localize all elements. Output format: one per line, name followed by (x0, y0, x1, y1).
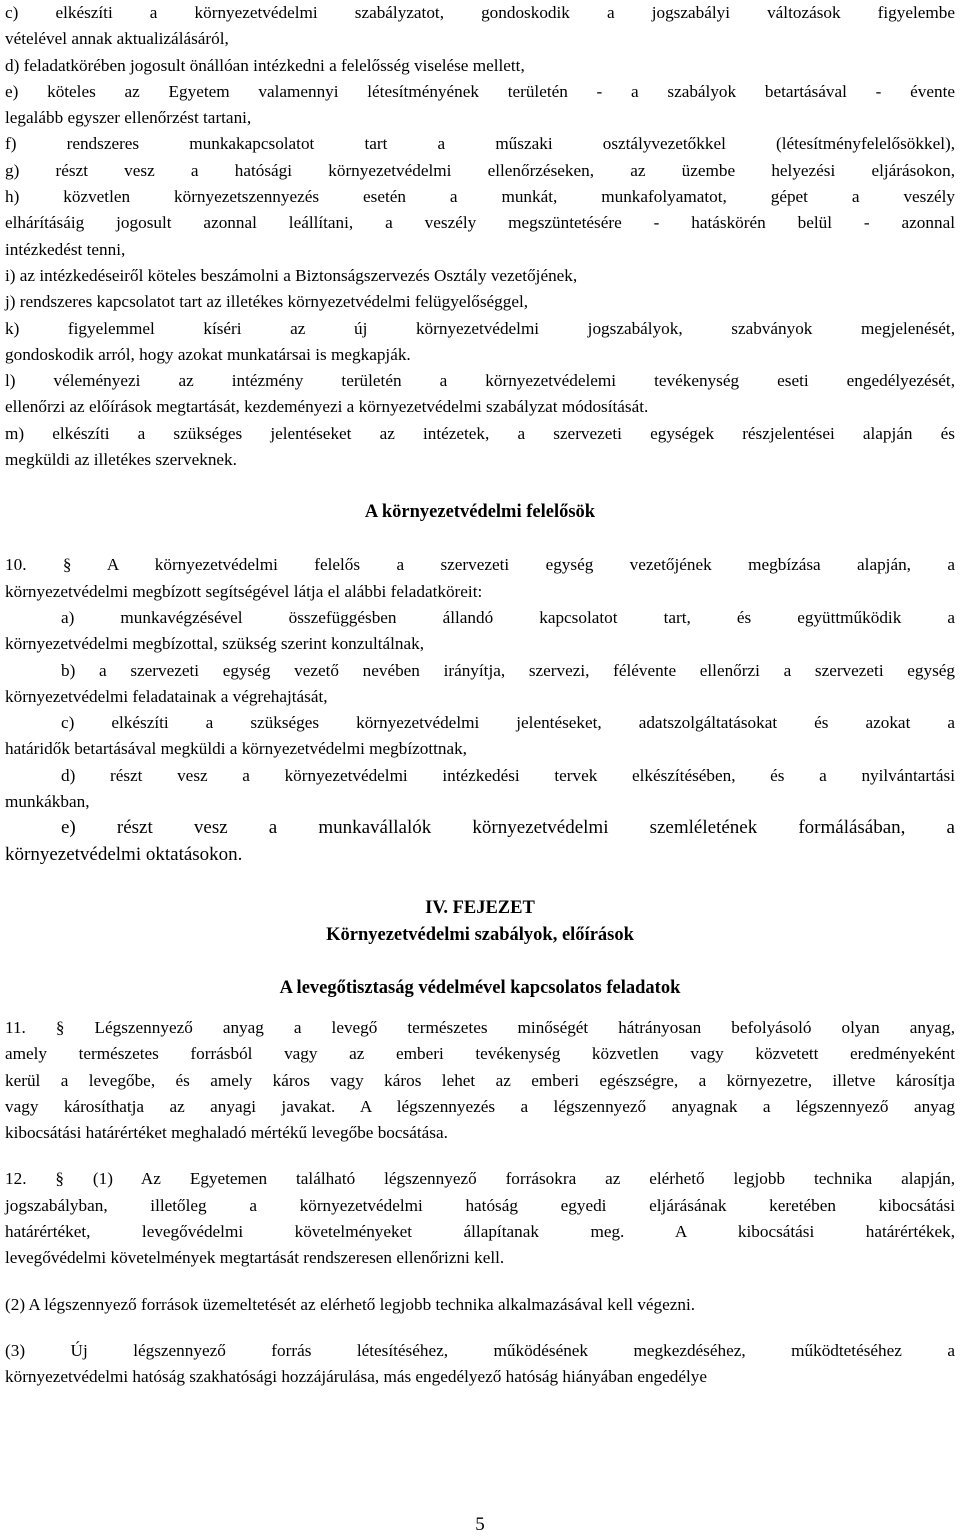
section-11-line: amely természetes forrásból vagy az emberi tevékenység közvetlen vagy közvetett eredményeként (5, 1044, 955, 1064)
section-10-item-line: munkákban, (5, 792, 90, 812)
list-item-line: legalább egyszer ellenőrzést tartani, (5, 108, 252, 128)
section-12-line: jogszabályban, illetőleg a környezetvédelmi hatóság egyedi eljárásának keretében kibocsátási (5, 1195, 955, 1215)
section-12-line: levegővédelmi követelmények megtartását rendszeresen ellenőrizni kell. (5, 1248, 505, 1268)
list-item-line: elhárításáig jogosult azonnal leállítani, a veszély megszüntetésére - hatáskörén belül - azonnal (5, 213, 955, 233)
list-item-line: j) rendszeres kapcsolatot tart az illetékes környezetvédelmi felügyelőséggel, (5, 292, 529, 312)
list-continuation (5, 0, 955, 473)
list-item-line: m) elkészíti a szükséges jelentéseket az intézetek, a szervezeti egységek részjelentései alapján és (5, 423, 955, 443)
section-10-item-line: b) a szervezeti egység vezető nevében irányítja, szervezi, félévente ellenőrzi a szervezeti egység (61, 660, 955, 680)
section-number: 12. (5, 1169, 27, 1189)
section-number: 10. (5, 555, 27, 575)
section-text: A környezetvédelmi felelős a szervezeti egység vezetőjének megbízása alapján, a (106, 555, 955, 575)
section-11 (5, 1015, 955, 1146)
section-text: Légszennyező anyag a levegő természetes minőségét hátrányosan befolyásoló olyan anyag, (94, 1017, 956, 1037)
section-text: (1) Az Egyetemen található légszennyező forrásokra az elérhető legjobb technika alapján, (92, 1169, 955, 1189)
section-10-items (5, 605, 955, 815)
section-10-intro-line: környezetvédelmi megbízott segítségével látja el alábbi feladatköreit: (5, 581, 483, 601)
list-item-line: c) elkészíti a környezetvédelmi szabályzatot, gondoskodik a jogszabályi változások figyelembe (5, 3, 955, 22)
section-heading-felelosok: A környezetvédelmi felelősök (364, 502, 596, 523)
section-12-paragraph-3: (3) Új légszennyező forrás létesítéséhez, működésének megkezdéséhez, működtetéséhez a (5, 1340, 955, 1360)
section-10-first-line (5, 552, 955, 578)
paragraph-sign: § (62, 555, 72, 575)
section-11-line: kibocsátási határértéket meghaladó mértékű levegőbe bocsátása. (5, 1123, 448, 1143)
list-item-line: intézkedést tenni, (5, 239, 126, 259)
section-11-line: kerül a levegőbe, és amely káros vagy káros lehet az emberi egészségre, a környezetre, illetve károsítja (5, 1070, 955, 1090)
section-12-line: határértéket, levegővédelmi követelményeket állapítanak meg. A kibocsátási határértékek, (5, 1221, 955, 1241)
page-number: 5 (475, 1514, 485, 1535)
list-item-line: k) figyelemmel kíséri az új környezetvédelmi jogszabályok, szabványok megjelenését, (5, 318, 955, 338)
section-10-item-e-cont: környezetvédelmi oktatásokon. (5, 844, 243, 866)
section-10-item-e: e) részt vesz a munkavállalók környezetvédelmi szemléletének formálásában, a (61, 817, 955, 839)
paragraph-sign: § (55, 1017, 65, 1037)
section-number: 11. (5, 1017, 26, 1037)
list-item-line: l) véleményezi az intézmény területén a környezetvédelemi tevékenység eseti engedélyezését, (5, 371, 955, 391)
section-12-paragraph-3-cont: környezetvédelmi hatóság szakhatósági hozzájárulása, más engedélyező hatóság hiányában engedélye (5, 1367, 708, 1387)
list-item-line: vételével annak aktualizálásáról, (5, 29, 229, 49)
section-12-first-line (5, 1166, 955, 1192)
section-10 (5, 552, 955, 869)
list-item-line: megküldi az illetékes szerveknek. (5, 450, 237, 470)
list-item-line: h) közvetlen környezetszennyezés esetén a munkát, munkafolyamatot, gépet a veszély (5, 187, 955, 207)
list-item-line: g) részt vesz a hatósági környezetvédelmi ellenőrzéseken, az üzembe helyezési eljárásokon, (5, 160, 955, 180)
list-item-line: f) rendszeres munkakapcsolatot tart a műszaki osztályvezetőkkel (létesítményfelelősökkel), (5, 134, 955, 154)
section-10-item-line: határidők betartásával megküldi a környezetvédelmi megbízottnak, (5, 739, 467, 759)
section-heading-levego: A levegőtisztaság védelmével kapcsolatos feladatok (279, 977, 681, 998)
list-item-line: i) az intézkedéseiről köteles beszámolni a Biztonságszervezés Osztály vezetőjének, (5, 265, 578, 285)
chapter-number: IV. FEJEZET (425, 897, 535, 918)
chapter-title: Környezetvédelmi szabályok, előírások (326, 924, 634, 945)
section-12-lines (5, 1193, 955, 1272)
section-12-paragraph-2: (2) A légszennyező források üzemeltetését az elérhető legjobb technika alkalmazásával kell végezni. (5, 1294, 696, 1314)
section-10-item-line: környezetvédelmi feladatainak a végrehajtását, (5, 686, 328, 706)
section-11-line: vagy károsíthatja az anyagi javakat. A légszennyezés a légszennyező anyagnak a légszennyező anyag (5, 1096, 955, 1116)
section-11-lines (5, 1041, 955, 1146)
document-page (5, 0, 955, 1390)
list-item-line: d) feladatkörében jogosult önállóan intézkedni a felelősség viselése mellett, (5, 55, 525, 75)
section-10-item-line: c) elkészíti a szükséges környezetvédelmi jelentéseket, adatszolgáltatásokat és azokat a (61, 713, 955, 733)
list-item-line: ellenőrzi az előírások megtartását, kezdeményezi a környezetvédelmi szabályzat módosítását. (5, 397, 649, 417)
section-11-first-line (5, 1015, 955, 1041)
list-item-line: gondoskodik arról, hogy azokat munkatársai is megkapják. (5, 344, 411, 364)
list-item-line: e) köteles az Egyetem valamennyi létesítményének területén - a szabályok betartásával - évente (5, 81, 955, 101)
paragraph-sign: § (55, 1169, 64, 1189)
section-10-item-line: környezetvédelmi megbízottal, szükség szerint konzultálnak, (5, 634, 425, 654)
section-10-item-line: d) részt vesz a környezetvédelmi intézkedési tervek elkészítésében, és a nyilvántartási (61, 765, 955, 785)
section-10-item-line: a) munkavégzésével összefüggésben állandó kapcsolatot tart, és együttműködik a (61, 607, 955, 627)
section-12 (5, 1166, 955, 1390)
